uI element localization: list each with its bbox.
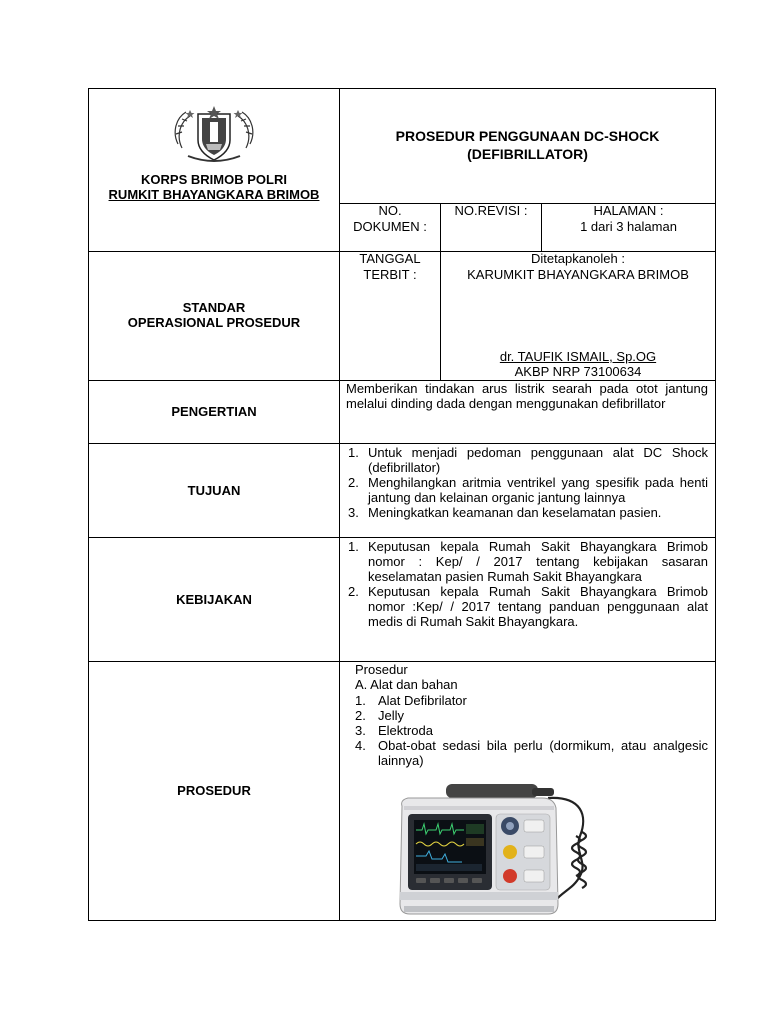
prosedur-section-a: A. Alat dan bahan [355, 677, 458, 692]
org-name-line1: KORPS BRIMOB POLRI [141, 172, 287, 187]
row-divider-pengertian [88, 443, 716, 444]
pengertian-label: PENGERTIAN [171, 404, 257, 419]
halaman-label [542, 203, 715, 235]
row-divider-tujuan [88, 537, 716, 538]
doc-title-line1: PROSEDUR PENGGUNAAN DC-SHOCK [395, 128, 660, 144]
list-item [340, 584, 708, 629]
list-number: 1. [355, 693, 366, 708]
list-item [340, 723, 708, 738]
pengertian-text: Memberikan tindakan arus listrik searah pada otot jantung melalui dinding dada dengan menggunakan defibrillator [346, 381, 708, 411]
list-number: 2. [348, 584, 359, 599]
list-item [340, 708, 708, 723]
list-number: 1. [348, 539, 359, 554]
prosedur-label: PROSEDUR [177, 783, 251, 798]
list-text: Keputusan kepala Rumah Sakit Bhayangkara Brimob nomor :Kep/ / 2017 tentang panduan penggunaan alat medis di Rumah Sakit Bhayangkara. [368, 584, 708, 629]
sop-label-line2: OPERASIONAL PROSEDUR [127, 315, 301, 330]
tujuan-list [340, 445, 708, 520]
list-text: Untuk menjadi pedoman penggunaan alat DC Shock (defibrillator) [368, 445, 708, 475]
prosedur-intro: Prosedur [355, 662, 408, 677]
tanggal-terbit-label [340, 251, 440, 283]
list-item [340, 693, 708, 708]
kebijakan-label: KEBIJAKAN [176, 592, 252, 607]
tanggal-line2: TERBIT : [363, 267, 417, 282]
table-border-right [715, 88, 716, 921]
list-number: 2. [355, 708, 366, 723]
list-text: Elektroda [378, 723, 433, 738]
halaman-line1: HALAMAN : [593, 203, 664, 218]
list-number: 1. [348, 445, 359, 460]
list-item [340, 539, 708, 584]
list-item [340, 738, 708, 768]
list-text: Jelly [378, 708, 405, 723]
no-dokumen-line2: DOKUMEN : [353, 219, 427, 234]
list-number: 3. [355, 723, 366, 738]
brimob-emblem-logo [170, 104, 258, 166]
tujuan-label: TUJUAN [187, 483, 241, 498]
list-text: Keputusan kepala Rumah Sakit Bhayangkara Brimob nomor : Kep/ / 2017 tentang kebijakan sasaran keselamatan pasien Rumah Sakit Bhayangkara [368, 539, 708, 584]
list-item [340, 445, 708, 475]
no-revisi-label: NO.REVISI : [454, 203, 528, 218]
halaman-line2: 1 dari 3 halaman [580, 219, 677, 234]
prosedur-list [340, 693, 708, 768]
tanggal-line1: TANGGAL [359, 251, 421, 266]
defibrillator-image [392, 776, 612, 918]
list-number: 2. [348, 475, 359, 490]
table-border-bottom [88, 920, 716, 921]
signer-name: dr. TAUFIK ISMAIL, Sp.OG [499, 349, 657, 364]
list-text: Alat Defibrilator [378, 693, 467, 708]
list-number: 3. [348, 505, 359, 520]
sop-label [89, 300, 339, 330]
list-text: Meningkatkan keamanan dan keselamatan pasien. [368, 505, 662, 520]
no-dokumen-line1: NO. [378, 203, 402, 218]
list-number: 4. [355, 738, 366, 753]
list-item [340, 475, 708, 505]
list-item [340, 505, 708, 520]
ditetapkan-line2: KARUMKIT BHAYANGKARA BRIMOB [467, 267, 689, 282]
ditetapkan-line1: Ditetapkanoleh : [531, 251, 625, 266]
org-name-line2: RUMKIT BHAYANGKARA BRIMOB [108, 187, 320, 202]
list-text: Menghilangkan aritmia ventrikel yang spesifik pada henti jantung dan kelainan organic jantung lainnya [368, 475, 708, 505]
signer-nrp: AKBP NRP 73100634 [514, 364, 642, 379]
no-dokumen-label [340, 203, 440, 235]
table-border-top [88, 88, 716, 89]
ditetapkan-block [441, 251, 715, 283]
kebijakan-list [340, 539, 708, 629]
sop-label-line1: STANDAR [182, 300, 246, 315]
list-text: Obat-obat sedasi bila perlu (dormikum, atau analgesic lainnya) [378, 738, 708, 768]
doc-title-line2: (DEFIBRILLATOR) [467, 146, 588, 162]
